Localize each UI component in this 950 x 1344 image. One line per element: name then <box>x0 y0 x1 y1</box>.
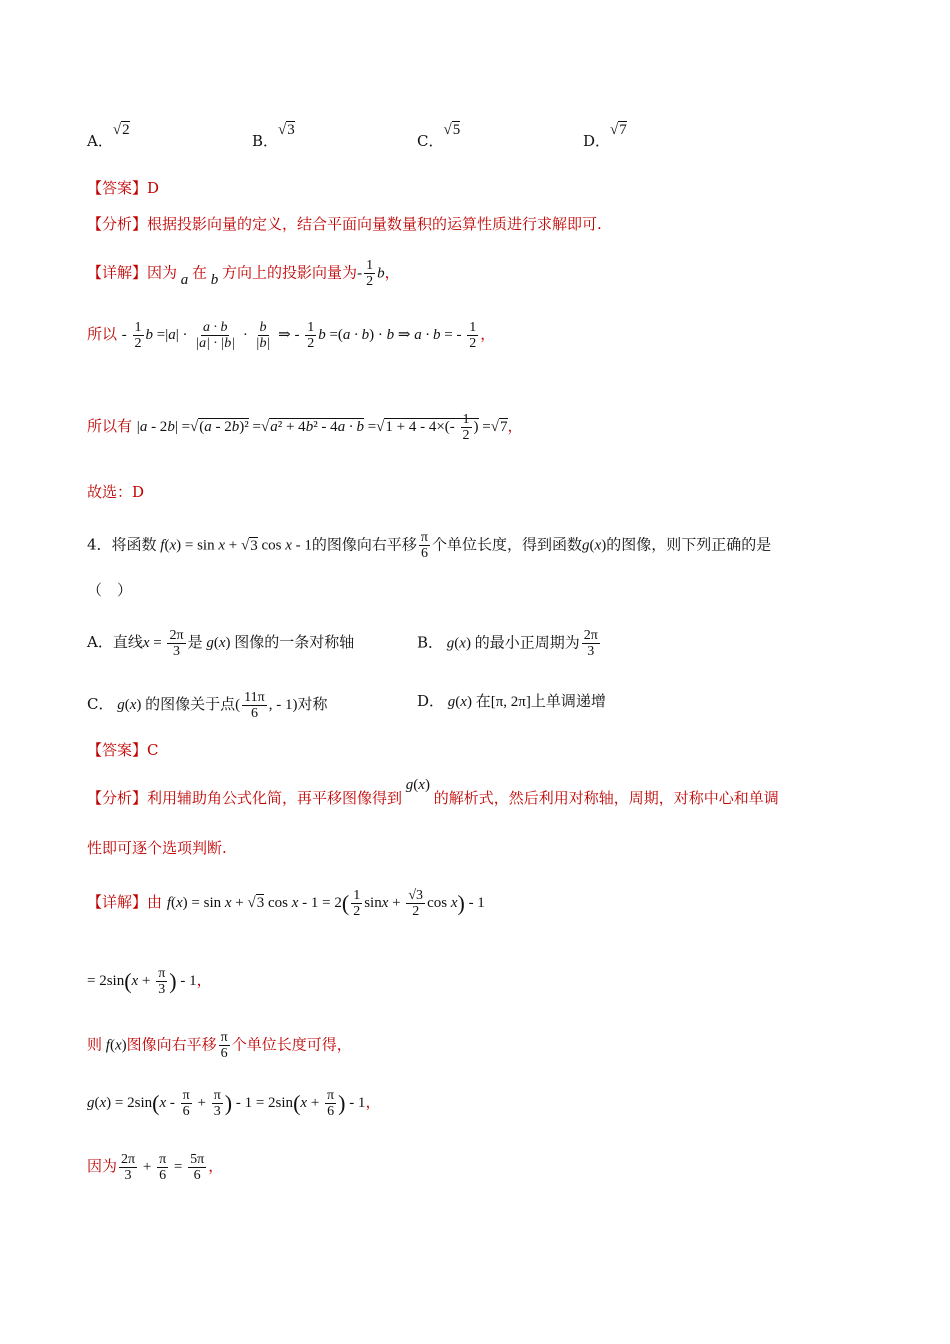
q4-answer: 【答案】C <box>87 741 159 759</box>
q3-option-d: D．√7 <box>583 122 627 150</box>
q4-detail-3: 则 f(x)图像向右平移 $\frac{\pi}{6}$ 个单位长度可得， <box>87 1030 352 1061</box>
q4-analysis-2: 性即可逐个选项判断. <box>87 839 227 857</box>
q4-analysis-1: 【分析】利用辅助角公式化简，再平移图像得到 g(x) 的解析式，然后利用对称轴，周期，对称中心和单调 <box>87 777 779 807</box>
q3-analysis: 【分析】根据投影向量的定义，结合平面向量数量积的运算性质进行求解即可. <box>87 215 602 233</box>
q3-derivation-1: 所以 - $\frac{1}{2}$ b =|a| · $\frac{a \cdot b}{|a| \cdot |b|}$ · $\frac{b}{|b|}$ ⇒ - $\frac{1}{2}$ b =(a · b) · b ⇒ a · b = - $\frac{1}{2}$ ， <box>87 320 496 351</box>
q3-option-b: B．√3 <box>252 122 295 150</box>
q4-option-b: B． g(x) 的最小正周期为 $\frac{2\pi}{3}$ <box>417 628 598 659</box>
q4-paren: （ ） <box>87 581 133 599</box>
q3-option-c: C．√5 <box>417 122 461 150</box>
q4-detail-4: g(x) = 2sin(x - $\frac{\pi}{6}$ + $\frac{\pi}{3}$ ) - 1 = 2sin(x + $\frac{\pi}{6}$ ) - 1， <box>87 1088 381 1119</box>
q4-stem: 4．将函数 f(x) = sin x + √3 cos x - 1的图像向右平移 $\frac{\pi}{6}$ 个单位长度，得到函数g(x)的图像，则下列正确的是 <box>87 530 772 561</box>
q3-derivation-2: 所以有 |a - 2b| =√(a - 2b)² =√a² + 4b² - 4a · b =√1 + 4 - 4×(- $\frac{1}{2}$ ) =√7， <box>87 412 523 443</box>
q4-option-a: A．直线x = $\frac{2\pi}{3}$ 是 g(x) 图像的一条对称轴 <box>87 628 355 659</box>
q4-option-d: D． g(x) 在[π, 2π]上单调递增 <box>417 692 606 710</box>
q4-detail-1: 【详解】由 f(x) = sin x + √3 cos x - 1 = 2( $\frac{1}{2}$ sinx + $\frac{√3}{2}$ cos x) - 1 <box>87 888 485 919</box>
q4-option-c: C． g(x) 的图像关于点( $\frac{11\pi}{6}$ , - 1)对称 <box>87 690 328 721</box>
q3-answer: 【答案】D <box>87 179 160 197</box>
q3-option-a: A．√2 <box>87 122 130 150</box>
q3-detail: 【详解】因为 a 在 b 方向上的投影向量为- $\frac{1}{2}$ b， <box>87 258 400 289</box>
q3-conclusion: 故选：D <box>87 483 145 501</box>
q4-detail-5: 因为 $\frac{2\pi}{3}$ + $\frac{\pi}{6}$ = $\frac{5\pi}{6}$ ， <box>87 1152 224 1183</box>
q4-detail-2: = 2sin(x + $\frac{\pi}{3}$ ) - 1， <box>87 966 212 997</box>
